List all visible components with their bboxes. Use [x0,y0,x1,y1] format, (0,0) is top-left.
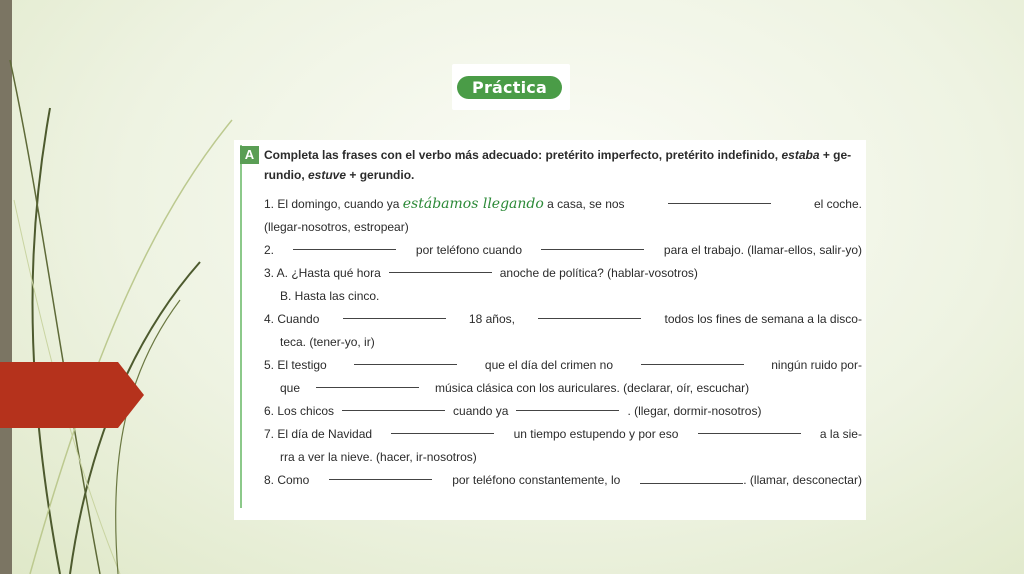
exercise-item-3: 3. A. ¿Hasta qué hora anoche de política? (hablar-vosotros) [264,262,862,285]
practica-title: Práctica [457,76,562,99]
exercise-item-5: 5. El testigo que el día del crimen no ningún ruido por- [264,354,862,377]
margin-line [240,145,242,508]
exercise-item-6: 6. Los chicos cuando ya . (llegar, dormir-nosotros) [264,400,862,423]
answer-blank[interactable] [354,354,457,365]
red-arrow-shape [0,0,150,574]
exercise-item-4-cont: teca. (tener-yo, ir) [280,335,375,349]
answer-blank[interactable] [293,239,396,250]
exercise-item-8: 8. Como por teléfono constantemente, lo . (llamar, desconectar) [264,469,862,492]
exercise-item-3-cont: B. Hasta las cinco. [280,289,380,303]
exercise-content [264,145,862,492]
exercise-instruction: Completa las frases con el verbo más adecuado: pretérito imperfecto, pretérito indefinido, estaba + ge- rundio, estuve + gerundio. [264,148,852,182]
answer-blank[interactable] [668,193,771,204]
exercise-item-4: 4. Cuando 18 años, todos los fines de semana a la disco- [264,308,862,331]
answer-blank[interactable] [389,262,492,273]
exercise-item-2: 2. por teléfono cuando para el trabajo. (llamar-ellos, salir-yo) [264,239,862,262]
practica-badge [452,64,570,110]
answer-blank[interactable] [343,308,446,319]
exercise-letter: A [240,146,259,164]
exercise-item-7: 7. El día de Navidad un tiempo estupendo y por eso a la sie- [264,423,862,446]
exercise-item-1: 1. El domingo, cuando ya estábamos llegando a casa, se nos el coche. [264,193,862,216]
exercise-item-5-cont: que música clásica con los auriculares. (declarar, oír, escuchar) [264,377,862,400]
answer-blank[interactable] [641,354,744,365]
handwritten-answer: estábamos llegando [402,196,544,212]
answer-blank[interactable] [316,377,419,388]
answer-blank[interactable] [640,473,743,484]
answer-blank[interactable] [391,423,494,434]
answer-blank[interactable] [698,423,801,434]
exercise-item-7-cont: rra a ver la nieve. (hacer, ir-nosotros) [280,450,477,464]
answer-blank[interactable] [342,400,445,411]
answer-blank[interactable] [538,308,641,319]
answer-blank[interactable] [329,469,432,480]
answer-blank[interactable] [541,239,644,250]
answer-blank[interactable] [516,400,619,411]
exercise-sheet [234,140,866,520]
exercise-item-1-cont: (llegar-nosotros, estropear) [264,220,409,234]
